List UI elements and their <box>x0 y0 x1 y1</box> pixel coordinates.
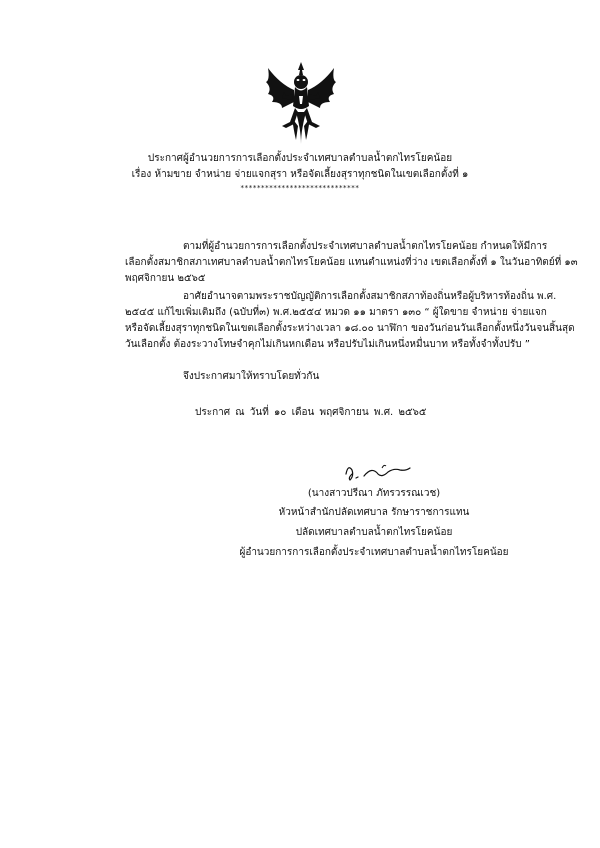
announcement-date: ประกาศ ณ วันที่ ๑๐ เดือน พฤศจิกายน พ.ศ. ๒๕๖๕ <box>195 407 427 418</box>
paragraph-2-line-3: หรือจัดเลี้ยงสุราทุกชนิดในเขตเลือกตั้งระหว่างเวลา ๑๘.๐๐ นาฬิกา ของวันก่อนวันเลือกตั้งหนึ่งวันจนสิ้นสุด <box>125 323 575 334</box>
paragraph-1-line-3: พฤศจิกายน ๒๕๖๕ <box>125 273 206 284</box>
signer-position-2: ปลัดเทศบาลตำบลน้ำตกไทรโยคน้อย <box>295 527 453 538</box>
closing-statement: จึงประกาศมาให้ทราบโดยทั่วกัน <box>183 371 320 382</box>
paragraph-2-line-4: วันเลือกตั้ง ต้องระวางโทษจำคุกไม่เกินหกเดือน หรือปรับไม่เกินหนึ่งหมื่นบาท หรือทั้งจำทั้งปรับ ” <box>125 339 530 350</box>
garuda-emblem-icon <box>262 60 340 146</box>
paragraph-1-line-1: ตามที่ผู้อำนวยการการเลือกตั้งประจำเทศบาลตำบลน้ำตกไทรโยคน้อย กำหนดให้มีการ <box>183 241 548 252</box>
paragraph-2-line-2: ๒๕๔๕ แก้ไขเพิ่มเติมถึง (ฉบับที่๓) พ.ศ.๒๕๕๔ หมวด ๑๑ มาตรา ๑๓๐ “ ผู้ใดขาย จำหน่าย จ่ายแจก <box>125 307 547 318</box>
paragraph-2-line-1: อาศัยอำนาจตามพระราชบัญญัติการเลือกตั้งสมาชิกสภาท้องถิ่นหรือผู้บริหารท้องถิ่น พ.ศ. <box>183 291 557 302</box>
signer-name: (นางสาวปรีณา ภัทรวรรณเวช) <box>307 488 441 499</box>
signer-position-1: หัวหน้าสำนักปลัดเทศบาล รักษาราชการแทน <box>278 507 470 518</box>
star-divider: ***************************** <box>240 184 360 192</box>
signer-position-3: ผู้อำนวยการการเลือกตั้งประจำเทศบาลตำบลน้ำตกไทรโยคน้อย <box>239 547 509 558</box>
announcement-subject: เรื่อง ห้ามขาย จำหน่าย จ่ายแจกสุรา หรือจัดเลี้ยงสุราทุกชนิดในเขตเลือกตั้งที่ ๑ <box>131 169 469 180</box>
announcement-title: ประกาศผู้อำนวยการการเลือกตั้งประจำเทศบาลตำบลน้ำตกไทรโยคน้อย <box>147 153 453 164</box>
paragraph-1-line-2: เลือกตั้งสมาชิกสภาเทศบาลตำบลน้ำตกไทรโยคน้อย แทนตำแหน่งที่ว่าง เขตเลือกตั้งที่ ๑ ในวันอาทิตย์ที่ ๑๓ <box>125 257 578 268</box>
handwritten-signature <box>338 458 416 486</box>
